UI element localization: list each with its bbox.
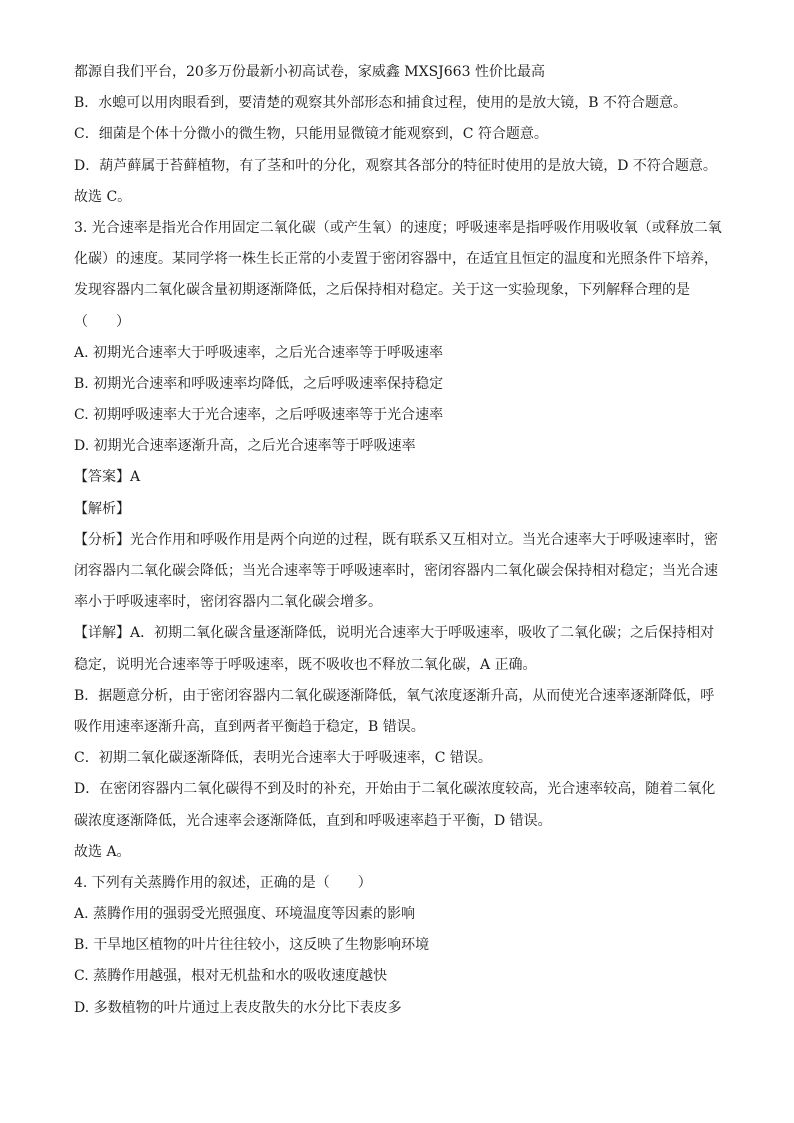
question-3-bracket: （ ） [74,313,130,330]
detail-text: 吸作用速率逐渐升高，直到两者平衡趋于稳定，B 错误。 [74,718,425,735]
header-line: 都源自我们平台，20多万份最新小初高试卷，家威鑫 MXSJ663 性价比最高 [74,64,545,80]
question-3-text: 发现容器内二氧化碳含量初期逐渐降低，之后保持相对稳定。关于这一实验现象，下列解释合理的是 [74,282,690,299]
detail-text: B．据题意分析，由于密闭容器内二氧化碳逐渐降低，氧气浓度逐渐升高，从而使光合速率逐渐降低，呼 [74,687,715,704]
detail-text: C．初期二氧化碳逐渐降低，表明光合速率大于呼吸速率，C 错误。 [74,750,492,767]
option-c-explanation: C．细菌是个体十分微小的微生物，只能用显微镜才能观察到，C 符合题意。 [74,126,548,143]
answer-choice: 故选 C。 [74,188,132,205]
detail-text: 稳定，说明光合速率等于呼吸速率，既不吸收也不释放二氧化碳，A 正确。 [74,656,537,673]
analysis-label: 【解析】 [74,500,130,517]
answer-label: 【答案】A [74,469,141,486]
question-4-text: 4. 下列有关蒸腾作用的叙述，正确的是（ ） [74,874,372,891]
question-3-option-a: A. 初期光合速率大于呼吸速率，之后光合速率等于呼吸速率 [74,344,444,361]
question-3-option-b: B. 初期光合速率和呼吸速率均降低，之后呼吸速率保持稳定 [74,375,444,392]
detail-text: D．在密闭容器内二氧化碳得不到及时的补充，开始由于二氧化碳浓度较高，光合速率较高，随着二氧化 [74,781,716,798]
option-b-explanation: B．水螅可以用肉眼看到，要清楚的观察其外部形态和捕食过程，使用的是放大镜，B 不符合题意。 [74,95,688,112]
question-4-option-b: B. 干旱地区植物的叶片往往较小，这反映了生物影响环境 [74,937,430,954]
question-3-option-c: C. 初期呼吸速率大于光合速率，之后呼吸速率等于光合速率 [74,407,444,424]
question-3-text: 化碳）的速度。某同学将一株生长正常的小麦置于密闭容器中，在适宜且恒定的温度和光照条件下培养， [74,251,718,268]
option-d-explanation: D．葫芦藓属于苔藓植物，有了茎和叶的分化，观察其各部分的特征时使用的是放大镜，D 不符合题意。 [74,157,717,174]
question-3-option-d: D. 初期光合速率逐渐升高，之后光合速率等于呼吸速率 [74,438,416,455]
detail-text: 【详解】A．初期二氧化碳含量逐渐降低，说明光合速率大于呼吸速率，吸收了二氧化碳；之后保持相对 [74,625,715,642]
question-4-option-a: A. 蒸腾作用的强弱受光照强度、环境温度等因素的影响 [74,906,416,923]
question-4-option-d: D. 多数植物的叶片通过上表皮散失的水分比下表皮多 [74,999,402,1016]
question-3-text: 3. 光合速率是指光合作用固定二氧化碳（或产生氧）的速度；呼吸速率是指呼吸作用吸收氧（或释放二氧 [74,219,722,236]
analysis-text: 闭容器内二氧化碳会降低；当光合速率等于呼吸速率时，密闭容器内二氧化碳会保持相对稳定；当光合速 [74,563,718,579]
document-page [74,62,724,1029]
analysis-text: 【分析】光合作用和呼吸作用是两个向逆的过程，既有联系又互相对立。当光合速率大于呼吸速率时，密 [74,531,718,548]
analysis-text: 率小于呼吸速率时，密闭容器内二氧化碳会增多。 [74,594,382,611]
answer-choice: 故选 A。 [74,843,131,860]
question-4-option-c: C. 蒸腾作用越强，根对无机盐和水的吸收速度越快 [74,968,388,985]
detail-text: 碳浓度逐渐降低，光合速率会逐渐降低，直到和呼吸速率趋于平衡，D 错误。 [74,812,552,829]
